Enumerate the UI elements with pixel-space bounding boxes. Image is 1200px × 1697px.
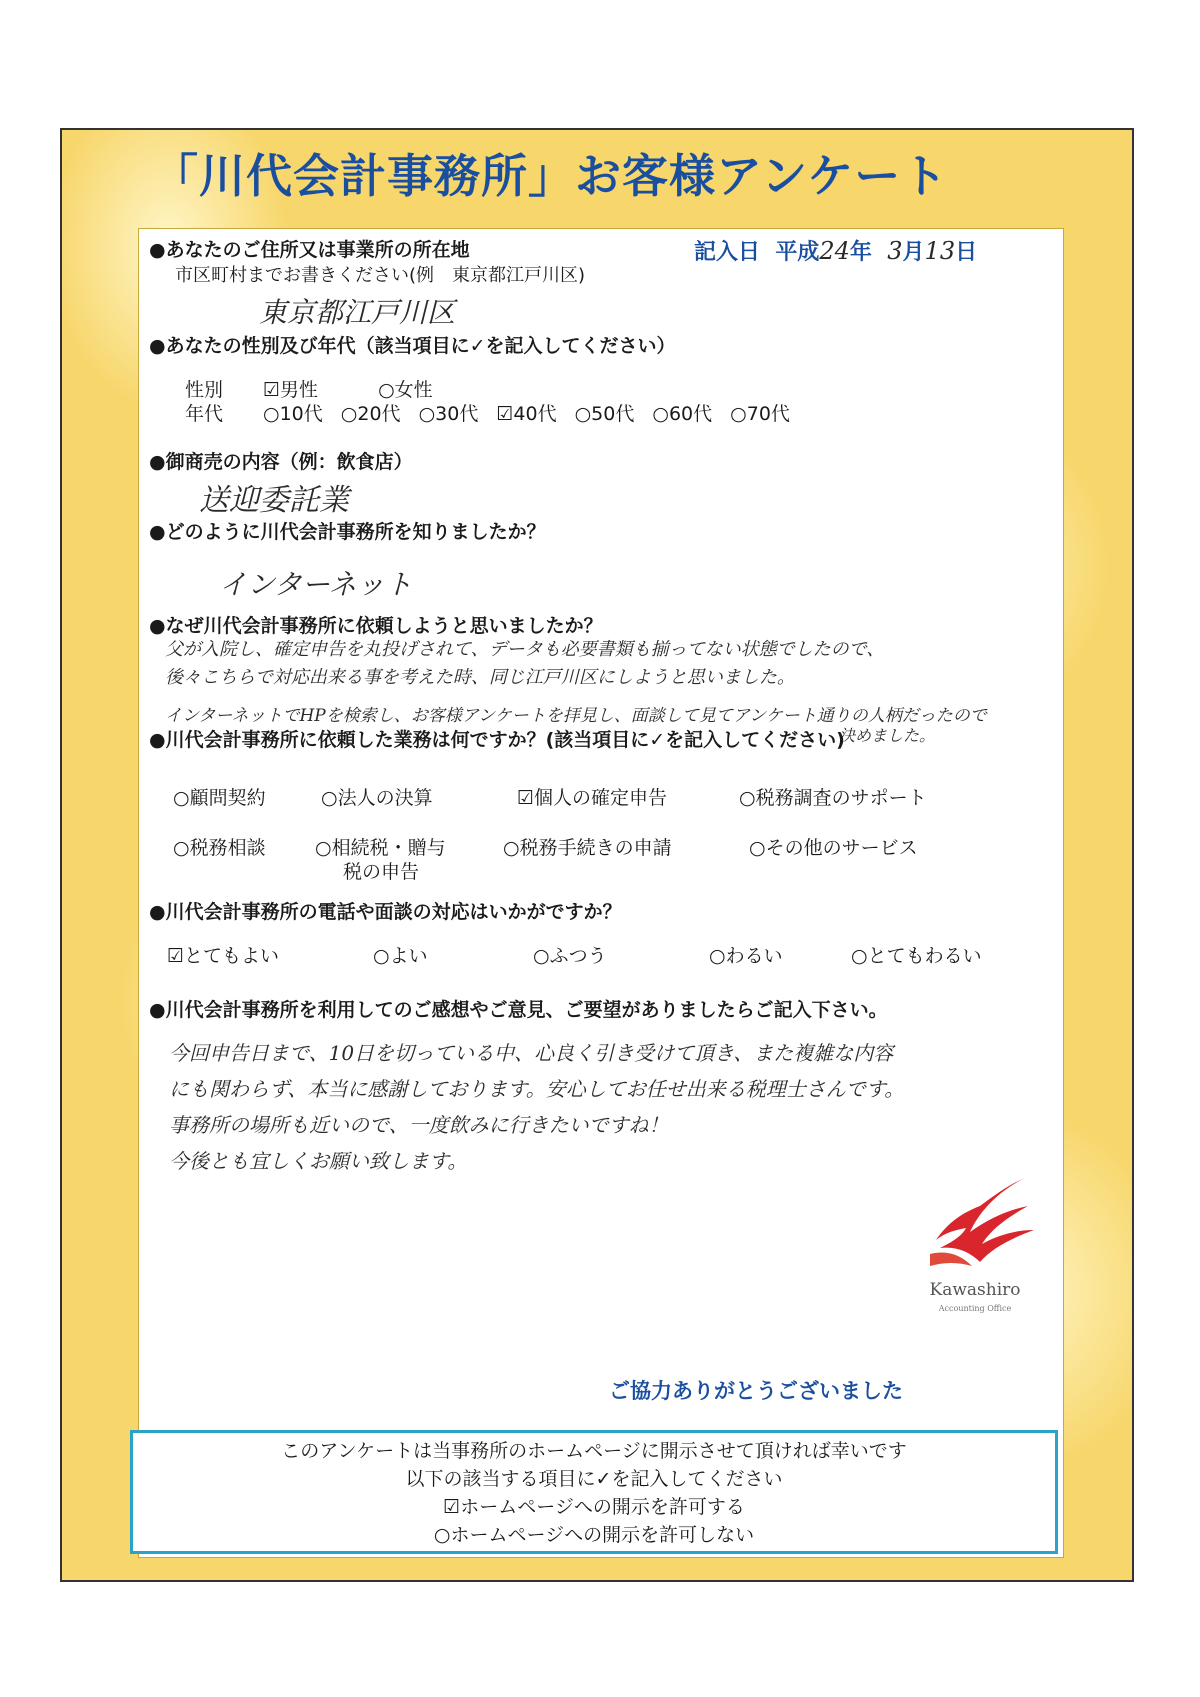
service-row1-1-label: 法人の決算 bbox=[337, 787, 433, 809]
thanks-message: ご協力ありがとうございました bbox=[609, 1379, 903, 1403]
date-era: 平成 bbox=[775, 240, 820, 265]
age-option-4-label: 50代 bbox=[591, 403, 635, 425]
logo-name: Kawashiro bbox=[929, 1280, 1021, 1300]
comments-line-2[interactable]: にも関わらず、本当に感謝しております。安心してお任せ出来る税理士さんです。 bbox=[169, 1077, 905, 1101]
date-day: 13 bbox=[924, 237, 956, 265]
date-year: 24 bbox=[819, 237, 850, 265]
date-month: 3 bbox=[887, 237, 903, 265]
consent-box bbox=[130, 1430, 1058, 1554]
age-option-5-checkbox-icon[interactable]: ○ bbox=[652, 403, 669, 425]
response-option-3[interactable] bbox=[709, 941, 783, 968]
business-answer[interactable]: 送迎委託業 bbox=[199, 483, 349, 518]
service-row1-1[interactable] bbox=[321, 783, 433, 810]
consent-deny-label: ホームページへの開示を許可しない bbox=[450, 1524, 755, 1546]
age-option-0-checkbox-icon[interactable]: ○ bbox=[263, 403, 280, 425]
response-option-0[interactable] bbox=[167, 941, 279, 968]
service-row1-3-checkbox-icon[interactable]: ○ bbox=[739, 787, 756, 809]
response-option-4-label: とてもわるい bbox=[867, 945, 982, 967]
consent-allow-checkbox-icon[interactable]: ☑ bbox=[443, 1496, 461, 1518]
age-option-4-checkbox-icon[interactable]: ○ bbox=[574, 403, 592, 425]
service-row2-1-label: 相続税・贈与 bbox=[331, 837, 446, 859]
response-option-0-label: とてもよい bbox=[184, 945, 280, 967]
survey-sheet bbox=[138, 228, 1064, 1558]
response-option-1-label: よい bbox=[389, 945, 428, 967]
consent-deny-option[interactable] bbox=[133, 1521, 1055, 1549]
response-option-2[interactable] bbox=[533, 941, 607, 968]
date-label: 記入日 bbox=[694, 240, 761, 265]
service-row1-2-checkbox-icon[interactable]: ☑ bbox=[517, 787, 535, 809]
gender-option-0-checkbox-icon[interactable]: ☑ bbox=[263, 379, 281, 401]
reason-line-1[interactable]: 父が入院し、確定申告を丸投げされて、データも必要書類も揃ってない状態でしたので、 bbox=[165, 639, 885, 660]
gender-age-question: ●あなたの性別及び年代（該当項目に✓を記入してください） bbox=[149, 335, 676, 357]
age-option-0-label: 10代 bbox=[279, 403, 323, 425]
service-row2-2-checkbox-icon[interactable]: ○ bbox=[503, 837, 520, 859]
consent-allow-label: ホームページへの開示を許可する bbox=[460, 1496, 745, 1518]
service-row2-3-checkbox-icon[interactable]: ○ bbox=[749, 837, 766, 859]
service-row2-3-label: その他のサービス bbox=[765, 837, 918, 859]
phoenix-logo-icon bbox=[900, 1170, 1050, 1280]
service-row1-0[interactable] bbox=[173, 783, 266, 810]
service-row1-2[interactable] bbox=[517, 783, 667, 810]
age-option-5-label: 60代 bbox=[668, 403, 713, 425]
gender-option-1[interactable] bbox=[378, 379, 433, 401]
gender-options bbox=[263, 375, 493, 402]
age-option-3-checkbox-icon[interactable]: ☑ bbox=[496, 403, 514, 425]
response-option-2-checkbox-icon[interactable]: ○ bbox=[533, 945, 550, 967]
age-option-3[interactable] bbox=[496, 403, 556, 425]
service-row2-0-label: 税務相談 bbox=[189, 837, 266, 859]
response-option-3-label: わるい bbox=[725, 945, 783, 967]
service-row2-1[interactable] bbox=[315, 833, 446, 860]
date-year-unit: 年 bbox=[849, 240, 872, 265]
age-option-6[interactable] bbox=[730, 403, 790, 425]
kawashiro-logo bbox=[900, 1170, 1050, 1330]
age-label: 年代 bbox=[185, 403, 224, 425]
comments-line-4[interactable]: 今後とも宜しくお願い致します。 bbox=[169, 1149, 468, 1173]
gender-option-1-checkbox-icon[interactable]: ○ bbox=[378, 379, 395, 401]
age-option-2-label: 30代 bbox=[435, 403, 479, 425]
entry-date bbox=[694, 235, 977, 266]
service-row2-2-label: 税務手続きの申請 bbox=[519, 837, 672, 859]
response-question: ●川代会計事務所の電話や面談の対応はいかがですか？ bbox=[149, 901, 622, 923]
logo-subtitle: Accounting Office bbox=[938, 1304, 1012, 1313]
service-row2-2[interactable] bbox=[503, 833, 672, 860]
age-option-0[interactable] bbox=[263, 403, 323, 425]
reason-question: ●なぜ川代会計事務所に依頼しようと思いましたか？ bbox=[149, 615, 603, 637]
age-options bbox=[263, 399, 808, 426]
reason-line-3[interactable]: インターネットでHPを検索し、お客様アンケートを拝見し、面談して見てアンケート通りの人柄だったので bbox=[165, 706, 987, 726]
service-row2-1-checkbox-icon[interactable]: ○ bbox=[315, 837, 332, 859]
age-option-4[interactable] bbox=[575, 403, 635, 425]
reason-line-4[interactable]: 決めました。 bbox=[839, 726, 936, 745]
response-option-3-checkbox-icon[interactable]: ○ bbox=[709, 945, 726, 967]
consent-allow-option[interactable] bbox=[133, 1493, 1055, 1521]
service-row1-0-checkbox-icon[interactable]: ○ bbox=[173, 787, 190, 809]
response-option-0-checkbox-icon[interactable]: ☑ bbox=[167, 945, 185, 967]
age-option-1-checkbox-icon[interactable]: ○ bbox=[340, 403, 358, 425]
survey-frame bbox=[60, 128, 1134, 1582]
gender-option-1-label: 女性 bbox=[394, 379, 433, 401]
age-option-1-label: 20代 bbox=[357, 403, 401, 425]
age-option-1[interactable] bbox=[341, 403, 401, 425]
consent-deny-checkbox-icon[interactable]: ○ bbox=[433, 1524, 451, 1546]
service-row2-0[interactable] bbox=[173, 833, 266, 860]
consent-line-1: このアンケートは当事務所のホームページに開示させて頂ければ幸いです bbox=[281, 1440, 907, 1462]
response-option-2-label: ふつう bbox=[549, 945, 607, 967]
source-answer[interactable]: インターネット bbox=[219, 568, 413, 601]
response-option-1[interactable] bbox=[373, 941, 428, 968]
reason-line-2[interactable]: 後々こちらで対応出来る事を考えた時、同じ江戸川区にしようと思いました。 bbox=[165, 667, 795, 688]
service-row1-2-label: 個人の確定申告 bbox=[534, 787, 668, 809]
survey-title: 「川代会計事務所」お客様アンケート bbox=[152, 149, 949, 203]
age-option-2[interactable] bbox=[419, 403, 479, 425]
gender-option-0-label: 男性 bbox=[280, 379, 319, 401]
address-hint: 市区町村までお書きください(例 東京都江戸川区) bbox=[175, 265, 586, 286]
service-row1-0-label: 顧問契約 bbox=[189, 787, 266, 809]
service-row1-3-label: 税務調査のサポート bbox=[755, 787, 927, 809]
age-option-2-checkbox-icon[interactable]: ○ bbox=[418, 403, 436, 425]
age-option-3-label: 40代 bbox=[513, 403, 557, 425]
service-row2-0-checkbox-icon[interactable]: ○ bbox=[173, 837, 190, 859]
age-option-6-label: 70代 bbox=[746, 403, 790, 425]
source-question: ●どのように川代会計事務所を知りましたか？ bbox=[149, 521, 546, 543]
service-row2-3[interactable] bbox=[749, 833, 918, 860]
comments-line-1[interactable]: 今回申告日まで、10日を切っている中、心良く引き受けて頂き、また複雑な内容 bbox=[169, 1041, 894, 1065]
service-row1-1-checkbox-icon[interactable]: ○ bbox=[321, 787, 338, 809]
service-row1-3[interactable] bbox=[739, 783, 927, 810]
date-day-unit: 日 bbox=[955, 240, 978, 265]
comments-line-3[interactable]: 事務所の場所も近いので、一度飲みに行きたいですね！ bbox=[169, 1113, 669, 1137]
services-row2-sub: 税の申告 bbox=[343, 861, 420, 883]
services-question: ●川代会計事務所に依頼した業務は何ですか？(該当項目に✓を記入してください) bbox=[149, 729, 845, 751]
date-month-unit: 月 bbox=[902, 240, 925, 265]
address-question: ●あなたのご住所又は事業所の所在地 bbox=[149, 239, 470, 261]
gender-label: 性別 bbox=[185, 379, 224, 401]
response-option-1-checkbox-icon[interactable]: ○ bbox=[373, 945, 390, 967]
address-answer[interactable]: 東京都江戸川区 bbox=[259, 296, 456, 329]
age-option-6-checkbox-icon[interactable]: ○ bbox=[730, 403, 747, 425]
age-option-5[interactable] bbox=[652, 403, 712, 425]
business-question: ●御商売の内容（例：飲食店） bbox=[149, 451, 413, 473]
response-option-4[interactable] bbox=[851, 941, 982, 968]
consent-line-2: 以下の該当する項目に✓を記入してください bbox=[405, 1468, 783, 1490]
gender-option-0[interactable] bbox=[263, 379, 318, 401]
response-option-4-checkbox-icon[interactable]: ○ bbox=[851, 945, 868, 967]
comments-question: ●川代会計事務所を利用してのご感想やご意見、ご要望がありましたらご記入下さい。 bbox=[149, 999, 888, 1021]
